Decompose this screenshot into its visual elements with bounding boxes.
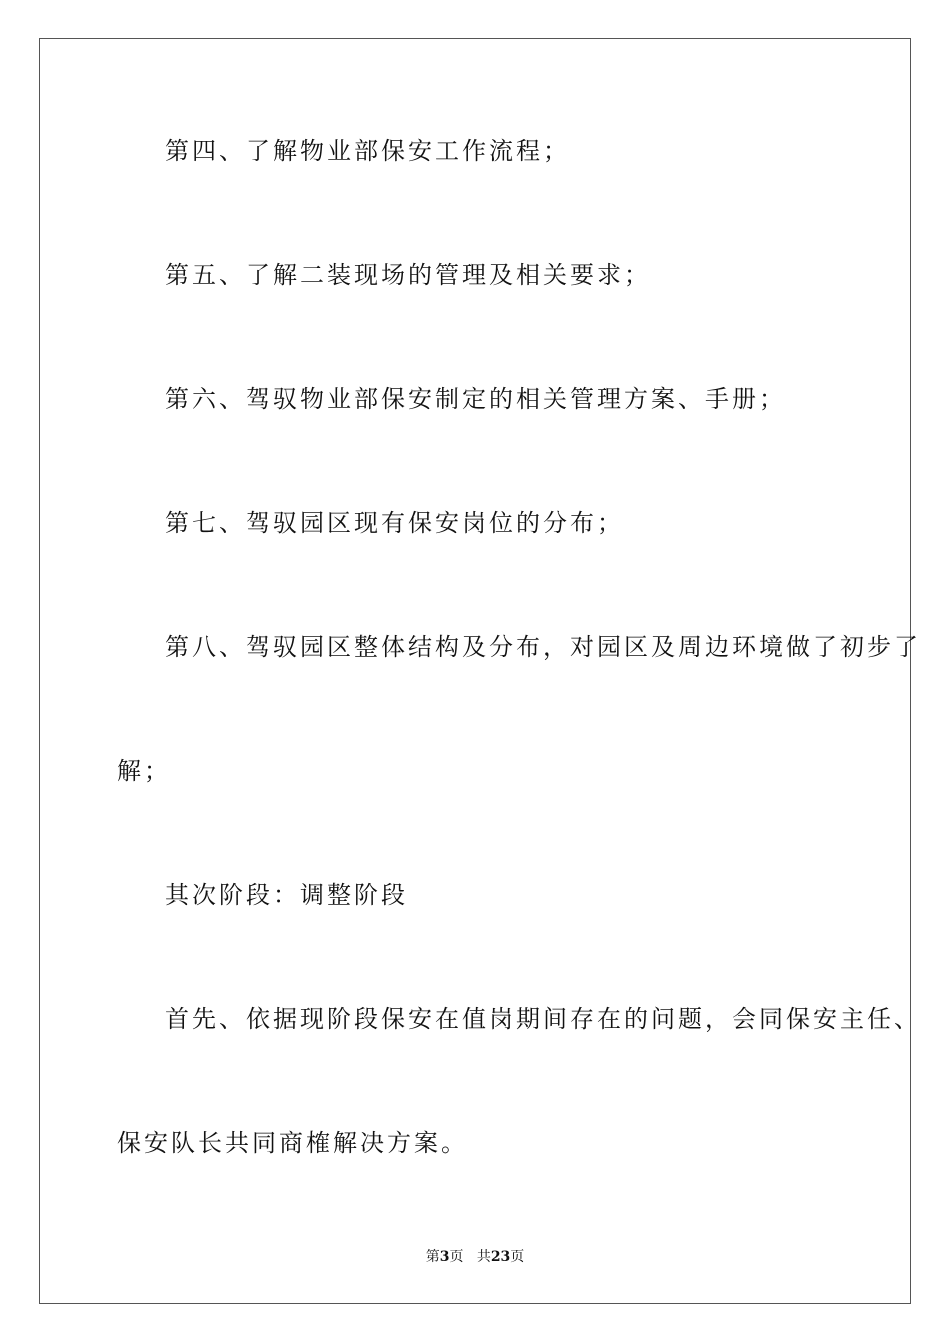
page-footer xyxy=(0,1247,950,1267)
section-heading: 其次阶段：调整阶段 xyxy=(165,881,408,909)
paragraph-line: 第七、驾驭园区现有保安岗位的分布； xyxy=(165,509,624,537)
paragraph-line: 第四、了解物业部保安工作流程； xyxy=(165,137,570,165)
paragraph-line: 解； xyxy=(117,757,171,785)
page-number: 3 xyxy=(439,1249,450,1265)
paragraph-line: 首先、依据现阶段保安在值岗期间存在的问题，会同保安主任、 xyxy=(165,1005,921,1033)
page-frame xyxy=(39,38,911,1304)
paragraph-line: 第六、驾驭物业部保安制定的相关管理方案、手册； xyxy=(165,385,786,413)
total-suffix: 页 xyxy=(510,1249,525,1265)
paragraph-line: 保安队长共同商榷解决方案。 xyxy=(117,1129,468,1157)
paragraph-line: 第五、了解二装现场的管理及相关要求； xyxy=(165,261,651,289)
total-prefix: 共 xyxy=(476,1249,491,1265)
page-suffix: 页 xyxy=(449,1249,464,1265)
paragraph-line: 第八、驾驭园区整体结构及分布，对园区及周边环境做了初步了 xyxy=(165,633,921,661)
total-pages: 23 xyxy=(490,1249,511,1265)
page-prefix: 第 xyxy=(425,1249,440,1265)
